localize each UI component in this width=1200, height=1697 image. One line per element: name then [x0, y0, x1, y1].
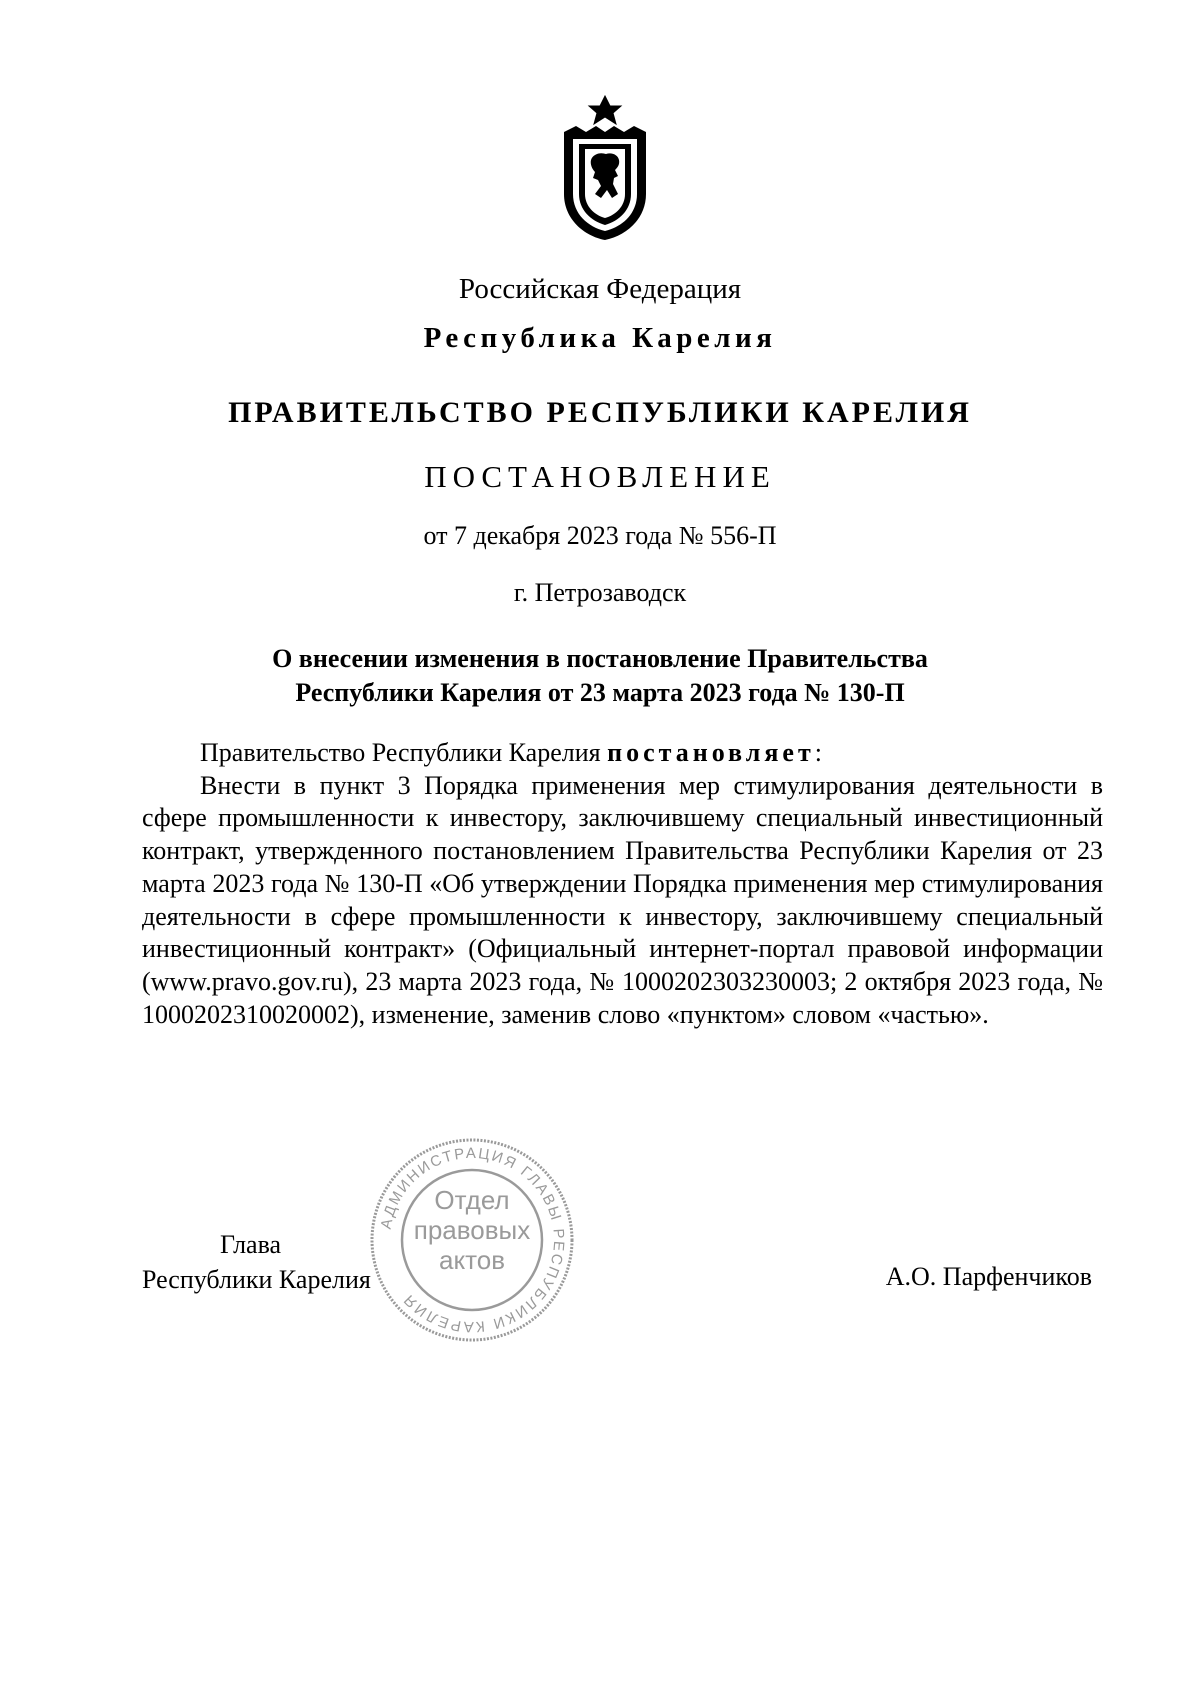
document-date-number: от 7 декабря 2023 года № 556-П — [423, 521, 777, 550]
stamp-ring-text: АДМИНИСТРАЦИЯ ГЛАВЫ РЕСПУБЛИКИ КАРЕЛИЯ — [377, 1144, 568, 1336]
republic-name: Республика Карелия — [423, 322, 777, 354]
resolution-intro — [142, 737, 1103, 770]
resolution-paragraph: Внести в пункт 3 Порядка применения мер стимулирования деятельности в сфере промышленности к инвестору, заключившему специальный инвестиционный контракт, утвержденного постановлением Правительства Республики Карелия от 23 марта 2023 года № 130-П «Об утверждении Порядка применения мер стимулирования деятельности в сфере промышленности к инвестору, заключившему специальный инвестиционный контракт» (Официальный интернет-портал правовой информации (www.pravo.gov.ru), 23 марта 2023 года, № 1000202303230003; 2 октября 2023 года, № 1000202310020002), изменение, заменив слово «пунктом» словом «частью». — [142, 770, 1103, 1029]
intro-prefix: Правительство Республики Карелия — [200, 738, 608, 767]
stamp-center-text — [367, 1185, 577, 1275]
intro-resolves-word: постановляет — [607, 738, 815, 767]
intro-suffix: : — [814, 738, 822, 767]
government-name: ПРАВИТЕЛЬСТВО РЕСПУБЛИКИ КАРЕЛИЯ — [228, 396, 972, 429]
signatory-title — [142, 1227, 371, 1297]
signatory-title-line: Глава — [220, 1230, 282, 1259]
signatory-name: А.О. Парфенчиков — [885, 1262, 1092, 1291]
document-title-line: О внесении изменения в постановление Правительства — [272, 644, 928, 673]
karelia-coat-of-arms-icon — [560, 94, 650, 242]
stamp-line: правовых — [413, 1215, 531, 1245]
document-type: ПОСТАНОВЛЕНИЕ — [424, 459, 776, 494]
document-body — [142, 737, 1103, 1031]
stamp-line: актов — [438, 1245, 505, 1275]
emblem-star-icon — [589, 96, 621, 124]
document-title-line: Республики Карелия от 23 марта 2023 года № 130-П — [295, 678, 905, 707]
country-name: Российская Федерация — [458, 273, 742, 305]
document-city: г. Петрозаводск — [513, 578, 687, 607]
document-title — [0, 642, 1200, 710]
stamp-line: Отдел — [434, 1185, 510, 1215]
signatory-title-line: Республики Карелия — [142, 1265, 371, 1294]
